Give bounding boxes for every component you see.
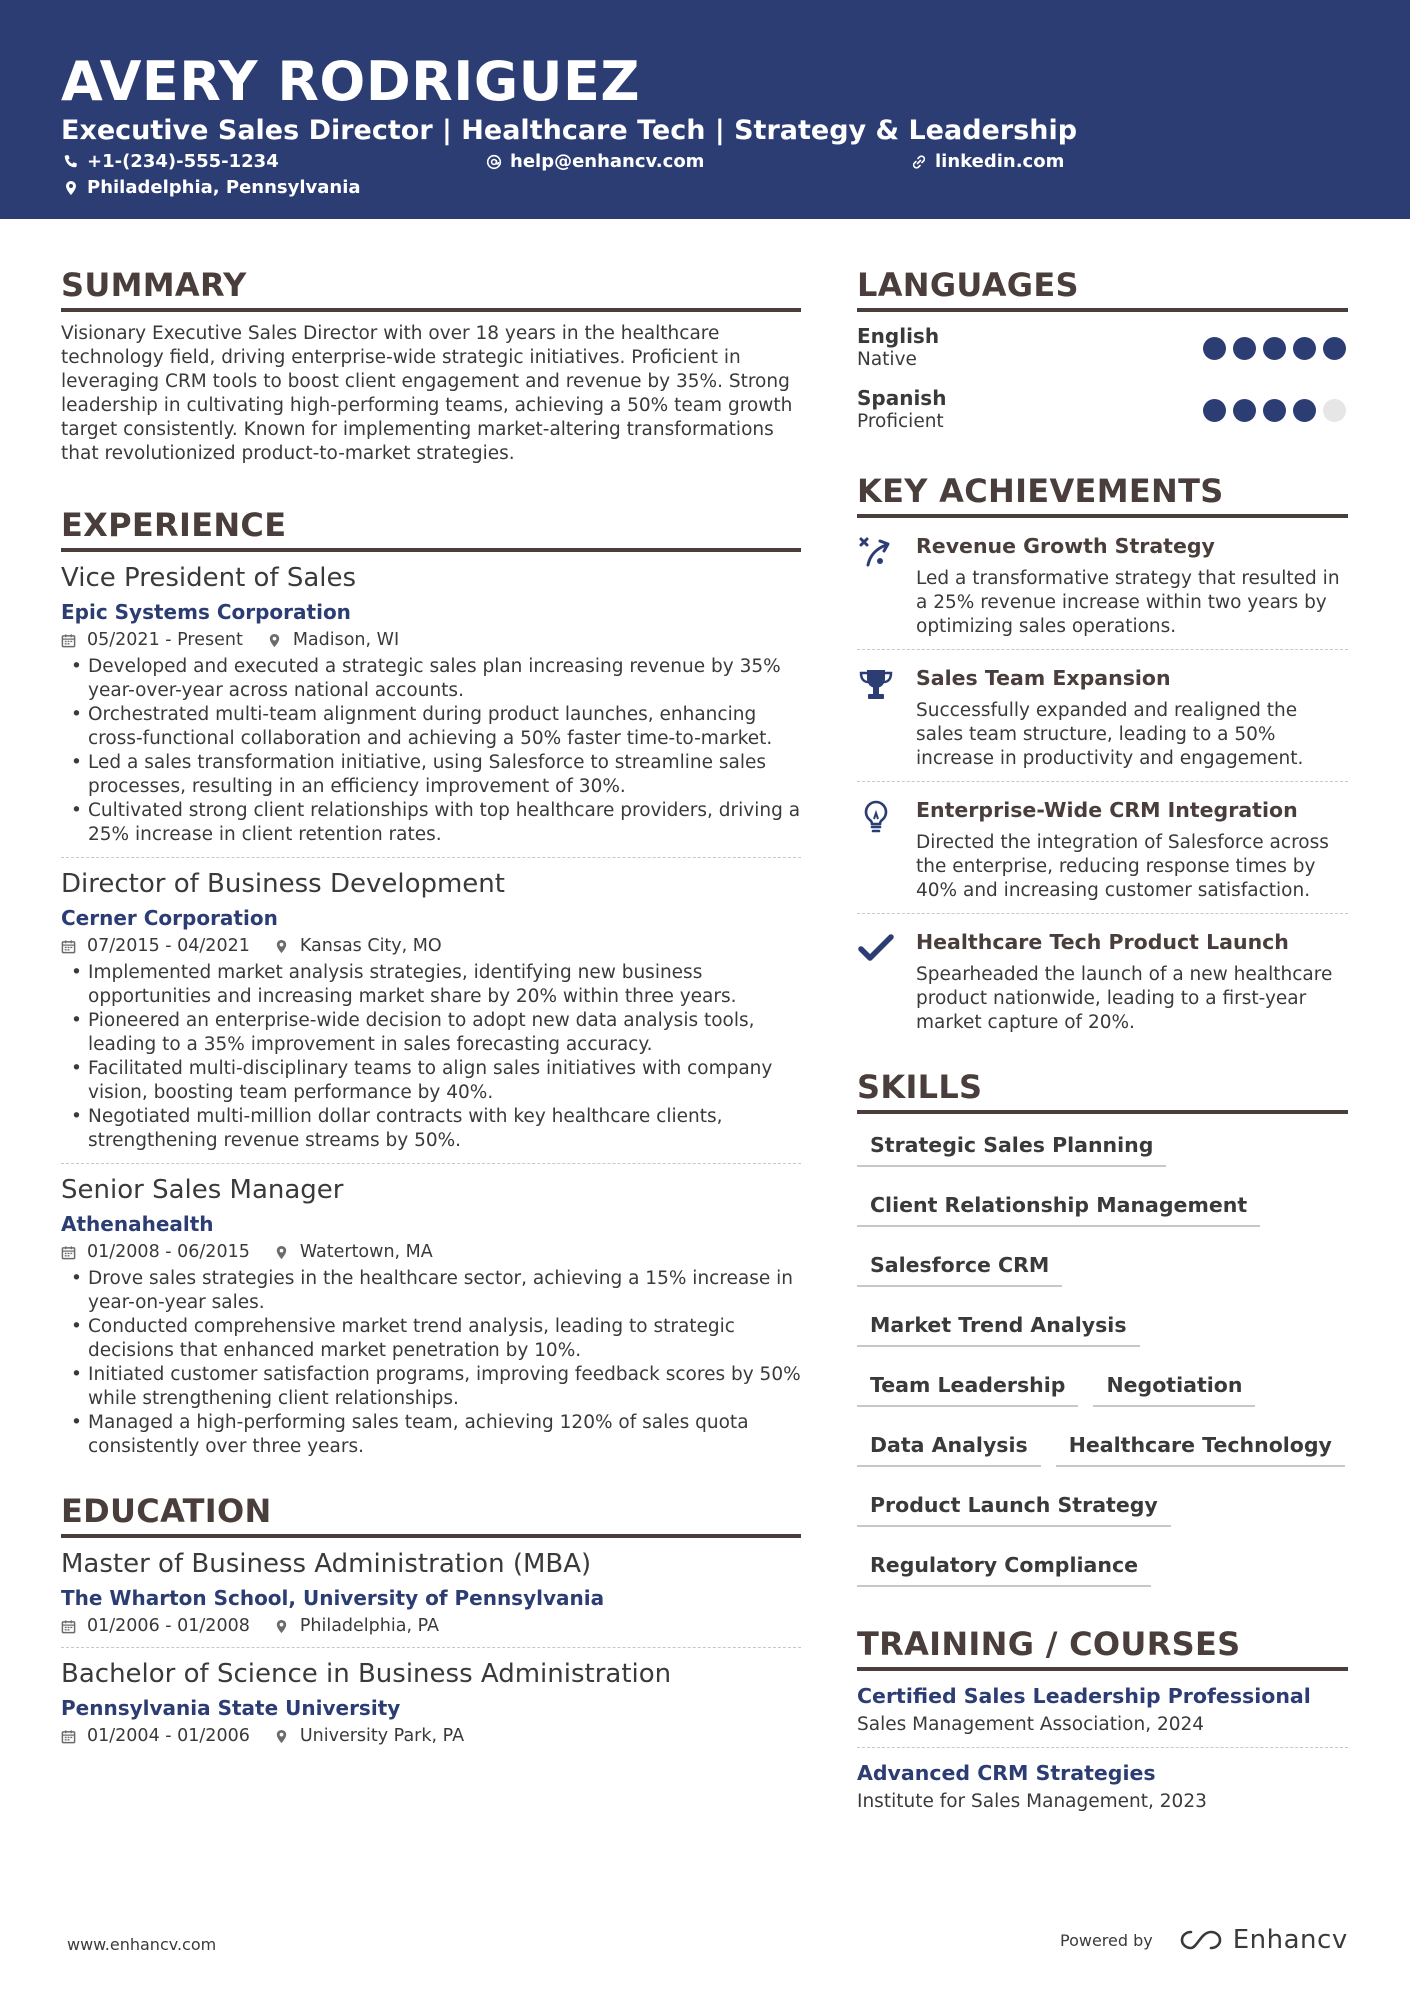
job-bullet: • Orchestrated multi-team alignment during product launches, enhancing cross-functional collaboration and achieving a 50% faster time-to-market. bbox=[61, 703, 801, 751]
location-text: Philadelphia, Pennsylvania bbox=[87, 177, 361, 198]
job-dates: 01/2008 - 06/2015 bbox=[87, 1242, 250, 1262]
course-title: Certified Sales Leadership Professional bbox=[857, 1684, 1311, 1708]
brand-logo[interactable] bbox=[1179, 1925, 1348, 1955]
education-section bbox=[61, 1491, 801, 1757]
job-meta bbox=[61, 935, 801, 957]
calendar-icon bbox=[61, 1245, 76, 1260]
job-title: Senior Sales Manager bbox=[61, 1175, 344, 1205]
phone-icon bbox=[63, 154, 79, 170]
job-bullet: • Pioneered an enterprise-wide decision to adopt new data analysis tools, leading to a 35% improvement in sales forecasting accuracy. bbox=[61, 1009, 801, 1057]
skill-tag: Client Relationship Management bbox=[857, 1186, 1260, 1227]
education-item bbox=[61, 1538, 801, 1648]
job-location: Watertown, MA bbox=[299, 1242, 433, 1262]
email-text[interactable]: help@enhancv.com bbox=[510, 151, 705, 172]
course-item bbox=[857, 1671, 1348, 1748]
job-meta bbox=[61, 629, 801, 651]
right-column bbox=[857, 265, 1348, 1824]
link-icon bbox=[911, 154, 927, 170]
school-name: The Wharton School, University of Pennsylvania bbox=[61, 1586, 605, 1610]
location-pin-icon bbox=[274, 939, 289, 954]
summary-text: Visionary Executive Sales Director with over 18 years in the healthcare technology field, driving enterprise-wide strategic initiatives. Proficient in leveraging CRM tools to boost client engagement and revenue by 35%. Strong leadership in cultivating high-performing teams, achieving a 50% team growth target consistently. Known for implementing market-altering transformations that revolutionized product-to-market strategies. bbox=[61, 323, 793, 464]
footer-website[interactable]: www.enhancv.com bbox=[67, 1935, 217, 1954]
rating-dot bbox=[1203, 399, 1226, 422]
rating-dot bbox=[1293, 337, 1316, 360]
course-provider: Sales Management Association, 2024 bbox=[857, 1714, 1205, 1735]
job-bullet: • Conducted comprehensive market trend analysis, leading to strategic decisions that enhanced market penetration by 10%. bbox=[61, 1315, 801, 1363]
language-item bbox=[857, 324, 1348, 372]
rating-dot bbox=[1263, 337, 1286, 360]
language-rating bbox=[1203, 399, 1346, 422]
language-item bbox=[857, 386, 1348, 434]
language-name: Spanish bbox=[857, 386, 947, 410]
brand-name: Enhancv bbox=[1232, 1925, 1348, 1955]
course-title: Advanced CRM Strategies bbox=[857, 1761, 1156, 1785]
education-dates: 01/2004 - 01/2006 bbox=[87, 1726, 250, 1746]
skill-tag: Market Trend Analysis bbox=[857, 1306, 1140, 1347]
achievement-title: Revenue Growth Strategy bbox=[916, 534, 1215, 558]
degree-title: Bachelor of Science in Business Administration bbox=[61, 1659, 672, 1689]
skill-tag: Negotiation bbox=[1093, 1366, 1255, 1407]
contact-linkedin[interactable] bbox=[911, 151, 1064, 173]
skill-tag: Strategic Sales Planning bbox=[857, 1126, 1166, 1167]
strategy-icon bbox=[858, 535, 894, 571]
calendar-icon bbox=[61, 1729, 76, 1744]
achievement-title: Sales Team Expansion bbox=[916, 666, 1171, 690]
job-company: Athenahealth bbox=[61, 1212, 214, 1236]
experience-item bbox=[61, 1164, 801, 1469]
course-item bbox=[857, 1748, 1348, 1824]
contact-location bbox=[63, 177, 361, 199]
location-pin-icon bbox=[274, 1729, 289, 1744]
powered-by-text: Powered by bbox=[1060, 1930, 1153, 1950]
education-meta bbox=[61, 1725, 801, 1747]
skill-tag: Data Analysis bbox=[857, 1426, 1041, 1467]
language-rating bbox=[1203, 337, 1346, 360]
achievements-section bbox=[857, 471, 1348, 1045]
achievement-title: Healthcare Tech Product Launch bbox=[916, 930, 1289, 954]
job-title: Vice President of Sales bbox=[61, 563, 357, 593]
job-dates: 07/2015 - 04/2021 bbox=[87, 936, 250, 956]
skill-tag: Healthcare Technology bbox=[1056, 1426, 1345, 1467]
education-heading: EDUCATION bbox=[61, 1491, 801, 1538]
job-bullet: • Led a sales transformation initiative, using Salesforce to streamline sales processes, resulting in an efficiency improvement of 30%. bbox=[61, 751, 801, 799]
rating-dot bbox=[1323, 337, 1346, 360]
job-bullet: • Negotiated multi-million dollar contracts with key healthcare clients, strengthening revenue streams by 50%. bbox=[61, 1105, 801, 1153]
candidate-title: Executive Sales Director | Healthcare Tech | Strategy & Leadership bbox=[61, 115, 1078, 146]
skill-tag: Salesforce CRM bbox=[857, 1246, 1062, 1287]
job-company: Cerner Corporation bbox=[61, 906, 278, 930]
language-name: English bbox=[857, 324, 940, 348]
education-location: Philadelphia, PA bbox=[299, 1616, 439, 1636]
skills-section bbox=[857, 1067, 1348, 1606]
candidate-name: AVERY RODRIGUEZ bbox=[61, 50, 641, 113]
achievement-item bbox=[857, 518, 1348, 650]
achievements-heading: KEY ACHIEVEMENTS bbox=[857, 471, 1348, 518]
achievement-desc: Led a transformative strategy that resulted in a 25% revenue increase within two years by optimizing sales operations. bbox=[916, 568, 1340, 637]
job-title: Director of Business Development bbox=[61, 869, 505, 899]
skill-tag: Team Leadership bbox=[857, 1366, 1078, 1407]
enhancv-logo-icon bbox=[1179, 1928, 1225, 1952]
training-section bbox=[857, 1624, 1348, 1824]
achievement-desc: Spearheaded the launch of a new healthcare product nationwide, leading to a first-year market capture of 20%. bbox=[916, 964, 1333, 1033]
resume-header bbox=[0, 0, 1410, 219]
job-meta bbox=[61, 1241, 801, 1263]
job-bullet: • Drove sales strategies in the healthcare sector, achieving a 15% increase in year-on-year sales. bbox=[61, 1267, 801, 1315]
achievement-desc: Successfully expanded and realigned the sales team structure, leading to a 50% increase in productivity and engagement. bbox=[916, 700, 1304, 769]
job-bullet: • Developed and executed a strategic sales plan increasing revenue by 35% year-over-year across national accounts. bbox=[61, 655, 801, 703]
language-level: Proficient bbox=[857, 411, 944, 432]
contact-phone bbox=[63, 151, 279, 173]
achievement-desc: Directed the integration of Salesforce across the enterprise, reducing response times by 40% and increasing customer satisfaction. bbox=[916, 832, 1329, 901]
rating-dot bbox=[1293, 399, 1316, 422]
phone-text: +1-(234)-555-1234 bbox=[87, 151, 279, 172]
summary-section bbox=[61, 265, 801, 466]
education-item bbox=[61, 1648, 801, 1757]
training-heading: TRAINING / COURSES bbox=[857, 1624, 1348, 1671]
achievement-item bbox=[857, 782, 1348, 914]
trophy-icon bbox=[858, 667, 894, 703]
calendar-icon bbox=[61, 1619, 76, 1634]
course-provider: Institute for Sales Management, 2023 bbox=[857, 1791, 1207, 1812]
experience-item bbox=[61, 552, 801, 858]
achievement-item bbox=[857, 650, 1348, 782]
experience-section bbox=[61, 505, 801, 1469]
education-meta bbox=[61, 1615, 801, 1637]
education-dates: 01/2006 - 01/2008 bbox=[87, 1616, 250, 1636]
job-bullet: • Managed a high-performing sales team, achieving 120% of sales quota consistently over three years. bbox=[61, 1411, 801, 1459]
achievement-title: Enterprise-Wide CRM Integration bbox=[916, 798, 1298, 822]
job-bullets bbox=[61, 655, 801, 847]
location-pin-icon bbox=[274, 1619, 289, 1634]
education-location: University Park, PA bbox=[299, 1726, 465, 1746]
achievement-item bbox=[857, 914, 1348, 1045]
rating-dot bbox=[1323, 399, 1346, 422]
job-bullets bbox=[61, 1267, 801, 1459]
school-name: Pennsylvania State University bbox=[61, 1696, 401, 1720]
job-bullet: • Cultivated strong client relationships with top healthcare providers, driving a 25% increase in client retention rates. bbox=[61, 799, 801, 847]
calendar-icon bbox=[61, 939, 76, 954]
summary-heading: SUMMARY bbox=[61, 265, 801, 312]
skills-list bbox=[857, 1126, 1348, 1606]
checkmark-icon bbox=[858, 931, 894, 967]
skills-heading: SKILLS bbox=[857, 1067, 1348, 1114]
job-bullet: • Facilitated multi-disciplinary teams to align sales initiatives with company vision, boosting team performance by 40%. bbox=[61, 1057, 801, 1105]
job-bullet: • Implemented market analysis strategies, identifying new business opportunities and increasing market share by 20% within three years. bbox=[61, 961, 801, 1009]
location-pin-icon bbox=[267, 633, 282, 648]
at-icon bbox=[486, 154, 502, 170]
rating-dot bbox=[1203, 337, 1226, 360]
location-pin-icon bbox=[63, 180, 79, 196]
contact-email[interactable] bbox=[486, 151, 704, 173]
experience-heading: EXPERIENCE bbox=[61, 505, 801, 552]
linkedin-text[interactable]: linkedin.com bbox=[935, 151, 1065, 172]
lightbulb-icon bbox=[858, 799, 894, 835]
skill-tag: Regulatory Compliance bbox=[857, 1546, 1151, 1587]
footer-branding bbox=[1060, 1925, 1348, 1955]
languages-heading: LANGUAGES bbox=[857, 265, 1348, 312]
rating-dot bbox=[1233, 399, 1256, 422]
calendar-icon bbox=[61, 633, 76, 648]
left-column bbox=[61, 265, 801, 1757]
job-dates: 05/2021 - Present bbox=[87, 630, 243, 650]
experience-item bbox=[61, 858, 801, 1164]
location-pin-icon bbox=[274, 1245, 289, 1260]
job-location: Madison, WI bbox=[292, 630, 400, 650]
rating-dot bbox=[1263, 399, 1286, 422]
job-bullet: • Initiated customer satisfaction programs, improving feedback scores by 50% while strengthening client relationships. bbox=[61, 1363, 801, 1411]
job-company: Epic Systems Corporation bbox=[61, 600, 351, 624]
job-bullets bbox=[61, 961, 801, 1153]
rating-dot bbox=[1233, 337, 1256, 360]
languages-section bbox=[857, 265, 1348, 434]
language-level: Native bbox=[857, 349, 917, 370]
degree-title: Master of Business Administration (MBA) bbox=[61, 1549, 592, 1579]
job-location: Kansas City, MO bbox=[299, 936, 442, 956]
skill-tag: Product Launch Strategy bbox=[857, 1486, 1171, 1527]
